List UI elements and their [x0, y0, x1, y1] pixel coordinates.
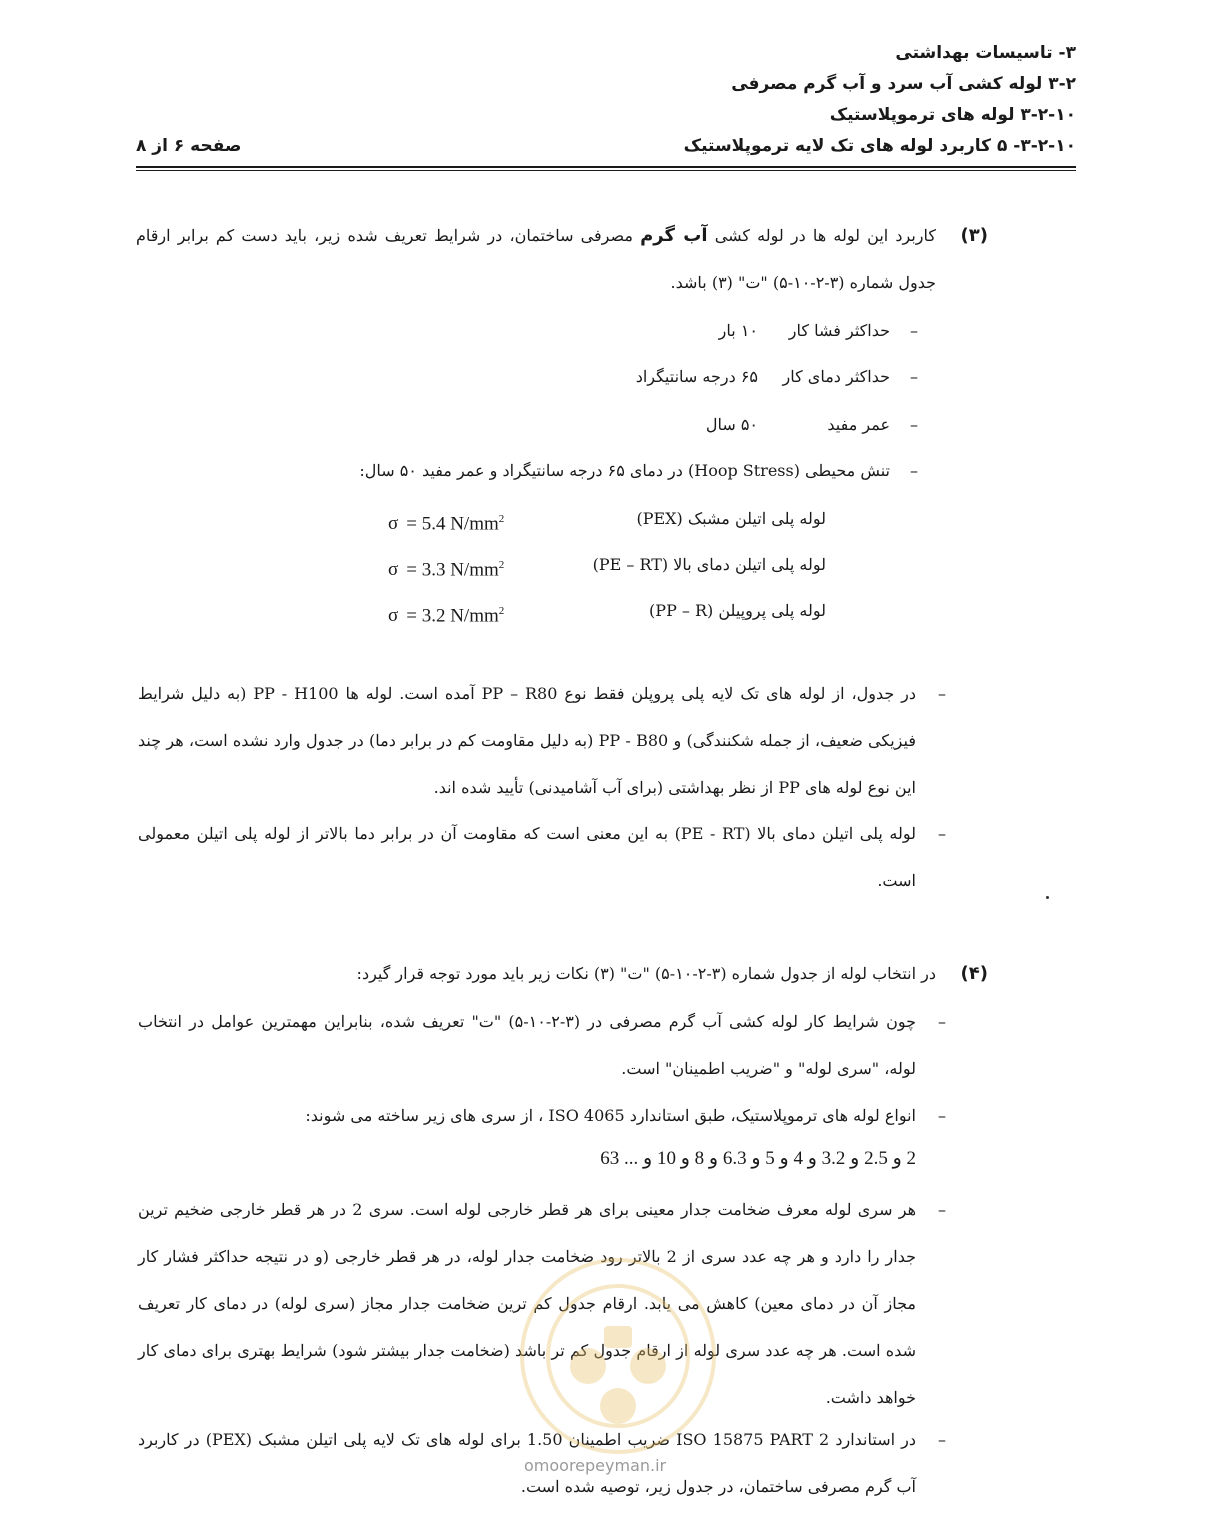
stress-formula: σ = 5.4 $N/mm^2$	[388, 513, 505, 535]
watermark-url: omoorepeyman.ir	[524, 1456, 667, 1475]
section4-number: (۴)	[960, 963, 988, 984]
section4-intro: (۴) در انتخاب لوله از جدول شماره (۳-۲-۱۰-۵) "ت" (۳) نکات زیر باید مورد توجه قرار گیرد:	[136, 950, 936, 997]
page-number: صفحه ۶ از ۸	[136, 136, 242, 156]
condition-row: –حداکثر فشا کار ۱۰ بار	[318, 316, 918, 346]
condition-value: ۶۵ درجه سانتیگراد	[635, 367, 758, 386]
note-iso15875: – در استاندارد ISO 15875 PART 2 ضریب اطمینان 1.50 برای لوله های تک لایه پلی اتیلن مشبک (PEX) در کاربرد آب گرم مصرفی ساختمان، در جدول زیر، توصیه شده است.	[138, 1430, 946, 1496]
header-subsection: ۳-۲-۱۰ لوله های ترموپلاستیک	[829, 105, 1076, 125]
hoop-stress-title: –تنش محیطی (Hoop Stress) در دمای ۶۵ درجه سانتیگراد و عمر مفید ۵۰ سال:	[359, 461, 918, 480]
condition-value: ۱۰ بار	[718, 321, 758, 340]
condition-label: عمر مفید	[827, 415, 890, 434]
note-pe-rt: – لوله پلی اتیلن دمای بالا (PE - RT) به این معنی است که مقاومت آن در برابر دما بالاتر از لوله پلی اتیلن معمولی است.	[138, 824, 946, 890]
pipe-series-list: 2 و 2.5 و 3.2 و 4 و 5 و 6.3 و 8 و 10 و ... 63	[600, 1148, 916, 1169]
condition-label: حداکثر فشا کار	[788, 321, 890, 340]
hot-water-emphasis: آب گرم	[640, 225, 708, 246]
stress-pipe-label: لوله پلی اتیلن مشبک (PEX)	[636, 509, 826, 528]
section3-number: (۳)	[960, 225, 988, 246]
note-pp-types: – در جدول، از لوله های تک لایه پلی پروپلن فقط نوع PP – R80 آمده است. لوله ها PP - H100 (به دلیل شرایط فیزیکی ضعیف، از جمله شکنندگی) و PP - B80 (به دلیل مقاومت کم در برابر دما) در جدول وارد نشده است، هر چند این نوع لوله های PP از نظر بهداشتی (برای آب آشامیدنی) تأیید شده اند.	[138, 684, 946, 797]
stress-pipe-label: لوله پلی پروپیلن (PP – R)	[649, 601, 826, 620]
condition-row: –عمر مفید ۵۰ سال	[318, 410, 918, 440]
header-chapter: ۳- تاسیسات بهداشتی	[895, 43, 1076, 63]
stress-formula: σ = 3.2 $N/mm^2$	[388, 605, 505, 627]
note-series-meaning: – هر سری لوله معرف ضخامت جدار معینی برای هر قطر خارجی لوله است. سری 2 در هر قطر خارجی ضخیم ترین جدار را دارد و هر چه عدد سری از 2 بالاتر رود ضخامت جدار لوله، در هر قطر خارجی (و در نتیجه حداکثر فشار کار مجاز آن در دمای معین) کاهش می یابد. ارقام جدول کم ترین ضخامت جدار مجاز (سری لوله) در دمای کار تعریف شده است. هر چه عدد سری لوله از ارقام جدول کم تر باشد (ضخامت جدار بیشتر شود) شرایط بهتری برای دمای کار خواهد داشت.	[138, 1200, 946, 1407]
condition-label: حداکثر دمای کار	[782, 367, 890, 386]
stray-dot	[1046, 896, 1049, 899]
page-header	[136, 38, 1076, 162]
stress-pipe-label: لوله پلی اتیلن دمای بالا (PE – RT)	[592, 555, 826, 574]
header-clause: ۳-۲-۱۰- ۵ کاربرد لوله های تک لایه ترموپلاستیک	[683, 136, 1076, 156]
condition-row: –حداکثر دمای کار ۶۵ درجه سانتیگراد	[318, 362, 918, 392]
stress-formula: σ = 3.3 $N/mm^2$	[388, 559, 505, 581]
header-divider	[136, 166, 1076, 171]
note-iso4065: – انواع لوله های ترموپلاستیک، طبق استاندارد ISO 4065 ، از سری های زیر ساخته می شوند:	[305, 1106, 946, 1125]
note-hot-water-conditions: – چون شرایط کار لوله کشی آب گرم مصرفی در (۳-۲-۱۰-۵) "ت" تعریف شده، بنابراین مهمترین عوامل در انتخاب لوله، "سری لوله" و "ضریب اطمینان" است.	[138, 1012, 946, 1078]
section3-intro: (۳) کاربرد این لوله ها در لوله کشی آب گرم مصرفی ساختمان، در شرایط تعریف شده زیر، باید دست کم برابر ارقام جدول شماره (۳-۲-۱۰-۵) "ت" (۳) باشد.	[136, 212, 936, 306]
condition-value: ۵۰ سال	[705, 415, 758, 434]
header-section: ۳-۲ لوله کشی آب سرد و آب گرم مصرفی	[731, 74, 1076, 94]
